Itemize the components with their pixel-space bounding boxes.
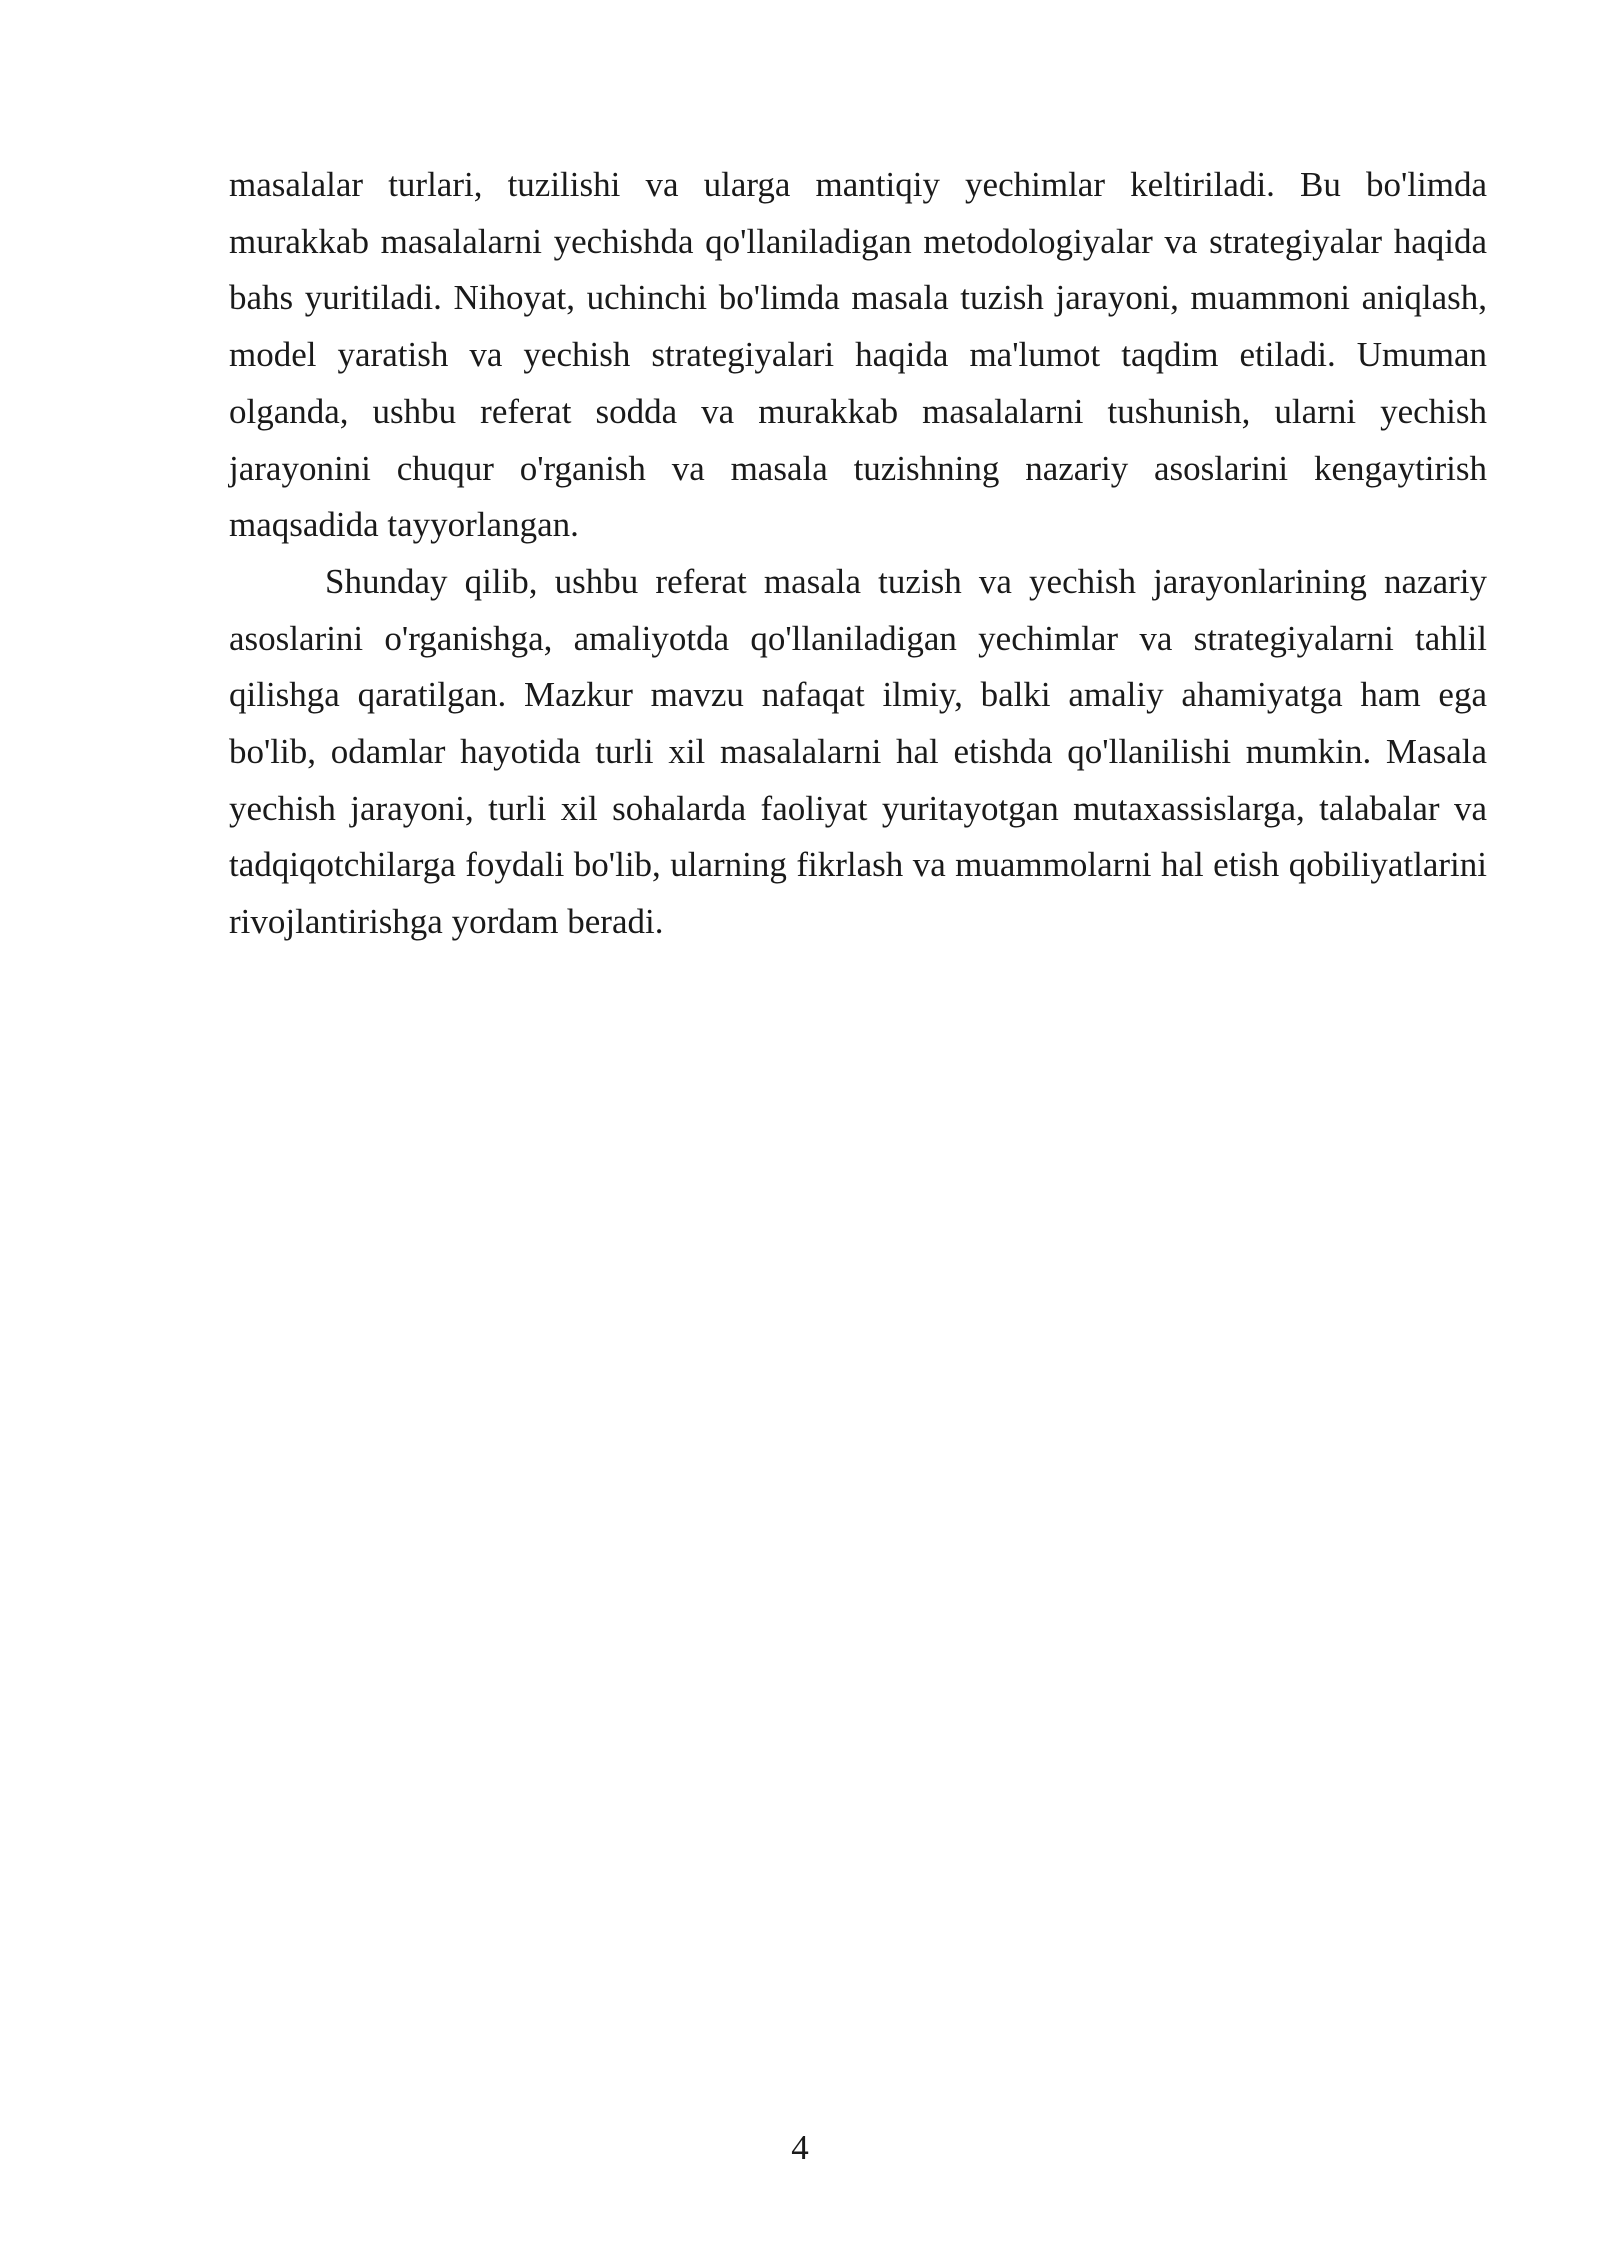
page-number: 4 (791, 2128, 809, 2167)
body-text (229, 157, 1487, 951)
paragraph-conclusion: Shunday qilib, ushbu referat masala tuzish va yechish jarayonlarining nazariy asoslarini o'rganishga, amaliyotda qo'llaniladigan yechimlar va strategiyalarni tahlil qilishga qaratilgan. Mazkur mavzu nafaqat ilmiy, balki amaliy ahamiyatga ham ega bo'lib, odamlar hayotida turli xil masalalarni hal etishda qo'llanilishi mumkin. Masala yechish jarayoni, turli xil sohalarda faoliyat yuritayotgan mutaxassislarga, talabalar va tadqiqotchilarga foydali bo'lib, ularning fikrlash va muammolarni hal etish qobiliyatlarini rivojlantirishga yordam beradi. (229, 561, 1487, 942)
paragraph-continuation: masalalar turlari, tuzilishi va ularga mantiqiy yechimlar keltiriladi. Bu bo'limda murakkab masalalarni yechishda qo'llaniladigan metodologiyalar va strategiyalar haqida bahs yuritiladi. Nihoyat, uchinchi bo'limda masala tuzish jarayoni, muammoni aniqlash, model yaratish va yechish strategiyalari haqida ma'lumot taqdim etiladi. Umuman olganda, ushbu referat sodda va murakkab masalalarni tushunish, ularni yechish jarayonini chuqur o'rganish va masala tuzishning nazariy asoslarini kengaytirish maqsadida tayyorlangan. (229, 165, 1487, 545)
